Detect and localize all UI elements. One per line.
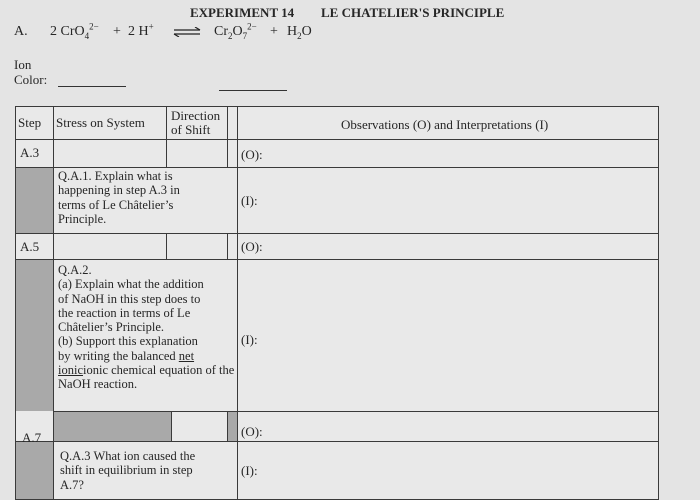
equilibrium-arrow-icon bbox=[173, 27, 201, 37]
shaded-cell bbox=[15, 167, 53, 233]
obs-label-a3: (O): bbox=[241, 147, 263, 162]
header-stress: Stress on System bbox=[56, 115, 145, 130]
experiment-title: EXPERIMENT 14 bbox=[190, 5, 295, 20]
color-blank-reactant bbox=[58, 86, 126, 87]
question-qa3: Q.A.3 What ion caused the shift in equilibrium in step A.7? bbox=[60, 449, 196, 492]
product-dichromate: $Cr_2O_7^{2-}$ bbox=[214, 21, 257, 41]
reactant-chromate: 2 CrO$_4^{2-}$ bbox=[50, 21, 99, 41]
shaded-cell bbox=[15, 259, 53, 411]
header-direction: Direction bbox=[171, 108, 221, 123]
step-a5: A.5 bbox=[20, 239, 40, 254]
plus-sign-1: + bbox=[113, 24, 121, 39]
obs-label-a5: (O): bbox=[241, 239, 263, 254]
section-label: A. bbox=[14, 24, 28, 39]
underlined-net: net bbox=[178, 348, 195, 363]
color-blank-product bbox=[219, 90, 287, 91]
question-qa2: Q.A.2. (a) Explain what the addition of NaOH in this step does to the reaction in terms of Le Châtelier’s Principle. (b) Support this explanation by writing the balanced net ionicionic chemical equation of the NaOH reaction. bbox=[58, 263, 235, 392]
header-observations: Observations (O) and Interpretations (I) bbox=[341, 117, 549, 132]
plus-sign-2: + bbox=[270, 24, 278, 39]
question-qa1: Q.A.1. Explain what is happening in step A.3 in terms of Le Châtelier’s Principle. bbox=[58, 169, 180, 226]
header-direction-2: of Shift bbox=[171, 122, 211, 137]
header-step: Step bbox=[18, 115, 42, 130]
color-label: Color: bbox=[14, 72, 48, 87]
reactant-hydrogen: 2 H+ bbox=[128, 21, 154, 39]
ion-label: Ion bbox=[14, 57, 32, 72]
interp-label-a5: (I): bbox=[241, 332, 258, 347]
shaded-cell bbox=[15, 441, 53, 500]
underlined-ionic: ionic bbox=[58, 363, 83, 378]
step-a7: A.7 bbox=[22, 430, 42, 445]
shaded-cell bbox=[53, 411, 171, 441]
obs-label-a7: (O): bbox=[241, 424, 263, 439]
interp-label-a3: (I): bbox=[241, 193, 258, 208]
step-a3: A.3 bbox=[20, 145, 40, 160]
interp-label-a7: (I): bbox=[241, 463, 258, 478]
observation-table bbox=[15, 106, 659, 500]
product-water: $H_2O$ bbox=[287, 24, 312, 41]
principle-title: LE CHATELIER'S PRINCIPLE bbox=[321, 5, 505, 20]
shaded-cell bbox=[227, 411, 237, 441]
